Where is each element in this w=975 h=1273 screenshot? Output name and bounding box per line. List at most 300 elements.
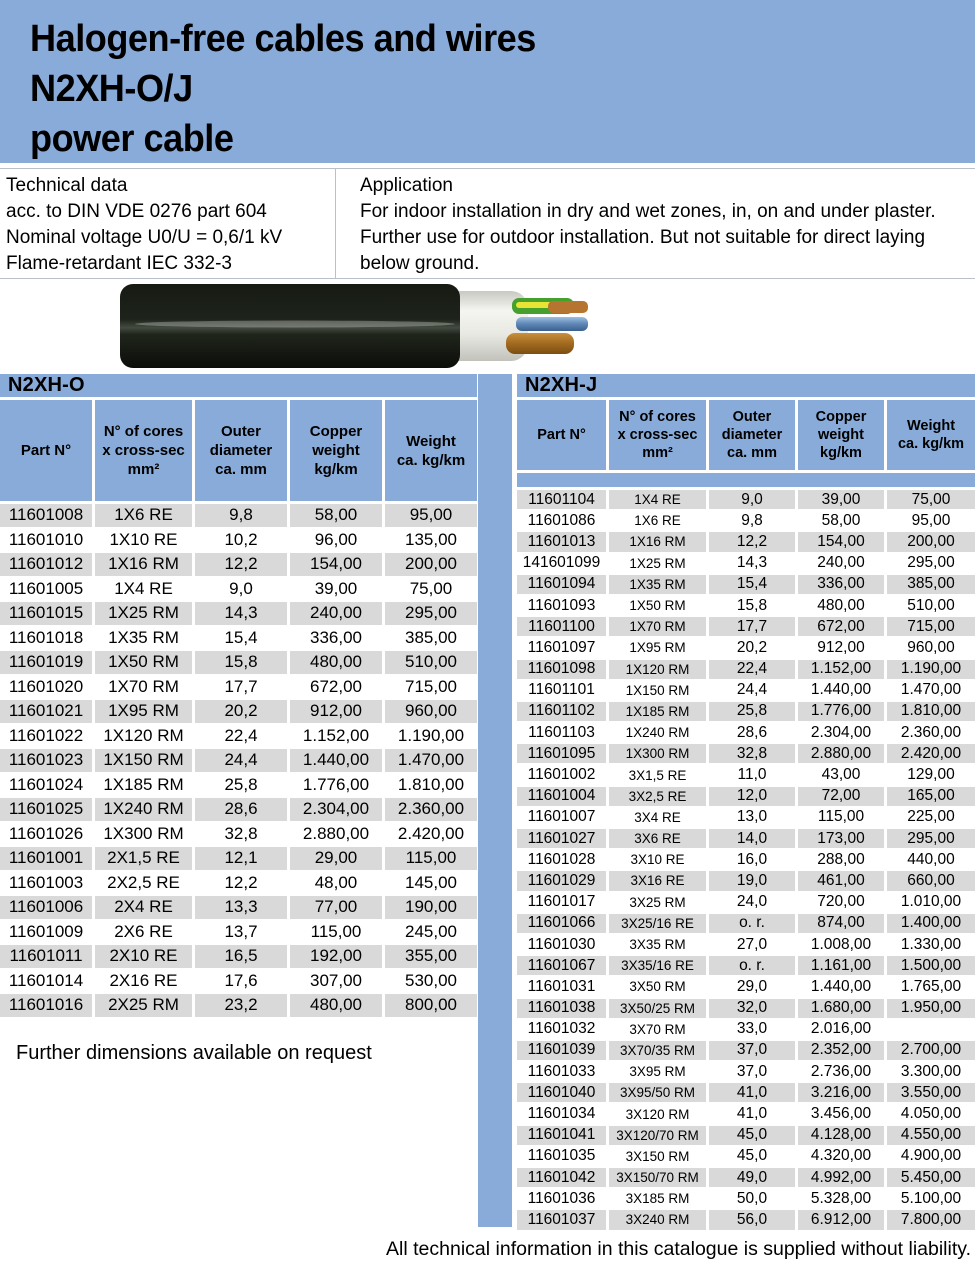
table-cell: 3X240 RM: [609, 1210, 706, 1229]
table-cell: 1X6 RE: [95, 504, 192, 527]
table-cell: 1X4 RE: [609, 490, 706, 509]
table-cell: 245,00: [385, 921, 477, 944]
table-cell: 192,00: [290, 945, 382, 968]
application-block: [360, 173, 960, 277]
table-cell: 4.900,00: [887, 1147, 975, 1166]
table-cell: 1.330,00: [887, 935, 975, 954]
liability-disclaimer: All technical information in this catalogue is supplied without liability.: [386, 1238, 971, 1260]
table-cell: 12,2: [195, 553, 287, 576]
table-cell: 22,4: [195, 725, 287, 748]
table-cell: 39,00: [798, 490, 884, 509]
table-cell: 96,00: [290, 529, 382, 552]
table-cell: 4.550,00: [887, 1126, 975, 1145]
column-header: Part N°: [517, 400, 606, 470]
table-cell: 1.190,00: [887, 660, 975, 679]
table-cell: 6.912,00: [798, 1210, 884, 1229]
table-cell: 41,0: [709, 1104, 795, 1123]
table-cell: 5.100,00: [887, 1189, 975, 1208]
table-cell: 13,3: [195, 896, 287, 919]
table-cell: 2X2,5 RE: [95, 872, 192, 895]
table-cell: 2.360,00: [887, 723, 975, 742]
table-cell: 4.320,00: [798, 1147, 884, 1166]
table-cell: 1.810,00: [887, 702, 975, 721]
table-cell: 1X35 RM: [95, 627, 192, 650]
table-cell: 355,00: [385, 945, 477, 968]
table-cell: 1X6 RE: [609, 511, 706, 530]
table-cell: 2.016,00: [798, 1020, 884, 1039]
table-cell: 16,0: [709, 850, 795, 869]
page-title: [0, 0, 975, 164]
table-cell: 37,0: [709, 1062, 795, 1081]
table-cell: 912,00: [798, 638, 884, 657]
table-cell: 12,0: [709, 787, 795, 806]
column-header: N° of cores x cross-sec mm²: [95, 400, 192, 501]
cable-copper-strand: [548, 301, 588, 313]
column-header: Weight ca. kg/km: [385, 400, 477, 501]
table-cell: 3X70 RM: [609, 1020, 706, 1039]
table-cell: 2.352,00: [798, 1041, 884, 1060]
application-text: For indoor installation in dry and wet zones, in, on and under plaster. Further use for outdoor installation. But not suitable for direct laying below ground.: [360, 201, 936, 274]
table-cell: 16,5: [195, 945, 287, 968]
table-cell: 45,0: [709, 1126, 795, 1145]
table-cell: 56,0: [709, 1210, 795, 1229]
table-cell: 13,0: [709, 808, 795, 827]
table-cell: 1X150 RM: [95, 749, 192, 772]
table-cell: 1X25 RM: [95, 602, 192, 625]
table-cell: 295,00: [887, 554, 975, 573]
table-cell: 11601038: [517, 999, 606, 1018]
table-header-row: [0, 400, 477, 501]
technical-data-block: [6, 173, 326, 277]
table-cell: 2X4 RE: [95, 896, 192, 919]
n2xh-j-table: [517, 374, 975, 1230]
table-cell: 11,0: [709, 765, 795, 784]
table-cell: 1.440,00: [798, 681, 884, 700]
table-cell: 22,4: [709, 660, 795, 679]
table-cell: 154,00: [290, 553, 382, 576]
table-cell: 1X25 RM: [609, 554, 706, 573]
table-cell: 3X25 RM: [609, 893, 706, 912]
table-cell: 20,2: [709, 638, 795, 657]
table-cell: 1X185 RM: [609, 702, 706, 721]
column-header: Outer diameter ca. mm: [195, 400, 287, 501]
table-cell: 11601005: [0, 578, 92, 601]
table-cell: o. r.: [709, 956, 795, 975]
table-cell: 11601095: [517, 744, 606, 763]
table-cell: 11601102: [517, 702, 606, 721]
table-cell: 11601018: [0, 627, 92, 650]
table-cell: 672,00: [798, 617, 884, 636]
table-cell: 3X120 RM: [609, 1104, 706, 1123]
table-cell: 295,00: [887, 829, 975, 848]
table-cell: 1.950,00: [887, 999, 975, 1018]
table-cell: 9,8: [195, 504, 287, 527]
cable-core-blue: [516, 317, 588, 331]
table-cell: 1X185 RM: [95, 774, 192, 797]
table-header-row: [517, 400, 975, 470]
table-cell: 11601016: [0, 994, 92, 1017]
table-cell: 1.500,00: [887, 956, 975, 975]
column-header: Weight ca. kg/km: [887, 400, 975, 470]
table-cell: 200,00: [887, 532, 975, 551]
table-title: N2XH-J: [517, 374, 975, 397]
table-cell: 10,2: [195, 529, 287, 552]
n2xh-o-table: [0, 374, 477, 1017]
column-header: Copper weight kg/km: [290, 400, 382, 501]
table-cell: 24,0: [709, 893, 795, 912]
table-cell: 17,7: [709, 617, 795, 636]
table-cell: 15,4: [709, 575, 795, 594]
table-cell: 1X50 RM: [95, 651, 192, 674]
technical-data-line: Flame-retardant IEC 332-3: [6, 253, 232, 274]
table-cell: 1.440,00: [290, 749, 382, 772]
table-cell: 385,00: [385, 627, 477, 650]
table-cell: 1X35 RM: [609, 575, 706, 594]
table-cell: 11601037: [517, 1210, 606, 1229]
table-cell: 11601040: [517, 1083, 606, 1102]
table-cell: 20,2: [195, 700, 287, 723]
table-cell: 129,00: [887, 765, 975, 784]
table-cell: 24,4: [709, 681, 795, 700]
divider-band: [478, 374, 512, 1227]
table-cell: 4.992,00: [798, 1168, 884, 1187]
table-cell: 11601017: [517, 893, 606, 912]
table-cell: 72,00: [798, 787, 884, 806]
table-cell: 11601010: [0, 529, 92, 552]
table-cell: 25,8: [195, 774, 287, 797]
table-cell: 3X150/70 RM: [609, 1168, 706, 1187]
table-cell: 95,00: [887, 511, 975, 530]
table-cell: 225,00: [887, 808, 975, 827]
table-cell: 480,00: [798, 596, 884, 615]
table-cell: 1X240 RM: [609, 723, 706, 742]
table-cell: 173,00: [798, 829, 884, 848]
table-cell: 2.360,00: [385, 798, 477, 821]
table-cell: 715,00: [385, 676, 477, 699]
table-cell: 11601104: [517, 490, 606, 509]
table-cell: 41,0: [709, 1083, 795, 1102]
table-cell: 11601034: [517, 1104, 606, 1123]
table-cell: 1X300 RM: [95, 823, 192, 846]
column-divider: [335, 169, 336, 278]
table-cell: 2.304,00: [798, 723, 884, 742]
cable-photo-image: [120, 284, 590, 368]
table-cell: 461,00: [798, 871, 884, 890]
table-cell: 874,00: [798, 914, 884, 933]
table-cell: 11601100: [517, 617, 606, 636]
table-cell: 11601012: [0, 553, 92, 576]
table-cell: 11601097: [517, 638, 606, 657]
table-cell: 295,00: [385, 602, 477, 625]
table-cell: 11601094: [517, 575, 606, 594]
table-cell: 11601101: [517, 681, 606, 700]
table-cell: 14,3: [709, 554, 795, 573]
table-cell: 720,00: [798, 893, 884, 912]
table-cell: 11601033: [517, 1062, 606, 1081]
table-cell: 11601004: [517, 787, 606, 806]
table-cell: 29,00: [290, 847, 382, 870]
table-cell: 11601022: [0, 725, 92, 748]
table-cell: 3.300,00: [887, 1062, 975, 1081]
table-cell: 14,0: [709, 829, 795, 848]
table-cell: 1X150 RM: [609, 681, 706, 700]
column-header: N° of cores x cross-sec mm²: [609, 400, 706, 470]
table-title: N2XH-O: [0, 374, 477, 397]
table-cell: 1.152,00: [798, 660, 884, 679]
table-cell: 75,00: [887, 490, 975, 509]
table-cell: 11601008: [0, 504, 92, 527]
table-cell: 11601011: [0, 945, 92, 968]
table-cell: 3X35/16 RE: [609, 956, 706, 975]
table-cell: 960,00: [887, 638, 975, 657]
table-cell: 11601086: [517, 511, 606, 530]
table-cell: 3X16 RE: [609, 871, 706, 890]
table-cell: 13,7: [195, 921, 287, 944]
table-cell: 11601029: [517, 871, 606, 890]
title-line-2: N2XH-O/J: [30, 68, 193, 110]
cable-photo: [120, 284, 590, 368]
table-cell: 1.776,00: [798, 702, 884, 721]
table-cell: 12,2: [195, 872, 287, 895]
table-cell: 27,0: [709, 935, 795, 954]
table-cell: 58,00: [290, 504, 382, 527]
table-cell: 15,8: [709, 596, 795, 615]
table-cell: 11601009: [0, 921, 92, 944]
table-cell: 145,00: [385, 872, 477, 895]
table-cell: 12,2: [709, 532, 795, 551]
table-cell: 1.765,00: [887, 977, 975, 996]
table-cell: 135,00: [385, 529, 477, 552]
table-cell: 3X95/50 RM: [609, 1083, 706, 1102]
table-cell: 75,00: [385, 578, 477, 601]
table-cell: 336,00: [290, 627, 382, 650]
table-cell: 1X95 RM: [95, 700, 192, 723]
table-cell: 12,1: [195, 847, 287, 870]
table-cell: 11601103: [517, 723, 606, 742]
table-cell: 11601019: [0, 651, 92, 674]
table-cell: 9,0: [195, 578, 287, 601]
table-cell: 3X70/35 RM: [609, 1041, 706, 1060]
table-cell: 1.776,00: [290, 774, 382, 797]
table-cell: 19,0: [709, 871, 795, 890]
table-cell: 11601002: [517, 765, 606, 784]
table-cell: 480,00: [290, 994, 382, 1017]
table-cell: 2X6 RE: [95, 921, 192, 944]
table-cell: 11601030: [517, 935, 606, 954]
table-cell: 29,0: [709, 977, 795, 996]
table-cell: 11601023: [0, 749, 92, 772]
technical-data-heading: Technical data: [6, 175, 128, 196]
table-cell: 2.700,00: [887, 1041, 975, 1060]
table-cell: 11601021: [0, 700, 92, 723]
table-cell: 4.050,00: [887, 1104, 975, 1123]
table-cell: 11601015: [0, 602, 92, 625]
table-body: [0, 504, 477, 1017]
technical-data-line: acc. to DIN VDE 0276 part 604: [6, 201, 267, 222]
table-cell: 11601035: [517, 1147, 606, 1166]
table-cell: 1X120 RM: [95, 725, 192, 748]
table-cell: 11601093: [517, 596, 606, 615]
technical-application-section: [0, 168, 975, 279]
table-cell: 530,00: [385, 970, 477, 993]
table-cell: 2X10 RE: [95, 945, 192, 968]
application-heading: Application: [360, 175, 453, 196]
table-cell: 49,0: [709, 1168, 795, 1187]
table-cell: 11601028: [517, 850, 606, 869]
table-cell: 2.736,00: [798, 1062, 884, 1081]
table-cell: 385,00: [887, 575, 975, 594]
table-cell: 307,00: [290, 970, 382, 993]
table-cell: 11601025: [0, 798, 92, 821]
table-cell: 5.450,00: [887, 1168, 975, 1187]
table-cell: 15,4: [195, 627, 287, 650]
table-cell: 24,4: [195, 749, 287, 772]
table-cell: 115,00: [385, 847, 477, 870]
table-cell: 11601006: [0, 896, 92, 919]
table-cell: 5.328,00: [798, 1189, 884, 1208]
table-cell: 240,00: [290, 602, 382, 625]
table-cell: 11601026: [0, 823, 92, 846]
table-cell: 3X6 RE: [609, 829, 706, 848]
table-cell: 1.010,00: [887, 893, 975, 912]
table-cell: 800,00: [385, 994, 477, 1017]
table-cell: 43,00: [798, 765, 884, 784]
table-cell: 3X150 RM: [609, 1147, 706, 1166]
table-cell: 3X50 RM: [609, 977, 706, 996]
header-spacer: [517, 473, 975, 487]
table-cell: 1.190,00: [385, 725, 477, 748]
table-cell: 11601066: [517, 914, 606, 933]
table-cell: 1X4 RE: [95, 578, 192, 601]
table-cell: 7.800,00: [887, 1210, 975, 1229]
table-cell: 3X120/70 RM: [609, 1126, 706, 1145]
table-cell: 11601098: [517, 660, 606, 679]
table-cell: 9,0: [709, 490, 795, 509]
table-cell: 32,0: [709, 999, 795, 1018]
table-cell: 1X95 RM: [609, 638, 706, 657]
table-cell: 11601027: [517, 829, 606, 848]
table-cell: 3X50/25 RM: [609, 999, 706, 1018]
table-cell: 3.550,00: [887, 1083, 975, 1102]
table-cell: 28,6: [195, 798, 287, 821]
table-cell: 25,8: [709, 702, 795, 721]
table-cell: 45,0: [709, 1147, 795, 1166]
table-cell: 50,0: [709, 1189, 795, 1208]
table-cell: 1.152,00: [290, 725, 382, 748]
table-cell: 11601001: [0, 847, 92, 870]
table-cell: 3.216,00: [798, 1083, 884, 1102]
table-cell: 11601041: [517, 1126, 606, 1145]
cable-core-brown: [506, 333, 574, 354]
table-cell: 2.304,00: [290, 798, 382, 821]
table-cell: 11601024: [0, 774, 92, 797]
table-cell: 960,00: [385, 700, 477, 723]
table-cell: 3X95 RM: [609, 1062, 706, 1081]
table-cell: 28,6: [709, 723, 795, 742]
table-cell: 11601042: [517, 1168, 606, 1187]
table-cell: [887, 1020, 975, 1039]
table-cell: 48,00: [290, 872, 382, 895]
table-cell: 11601003: [0, 872, 92, 895]
table-cell: 1X120 RM: [609, 660, 706, 679]
table-cell: 154,00: [798, 532, 884, 551]
column-header: Copper weight kg/km: [798, 400, 884, 470]
table-cell: 2.880,00: [798, 744, 884, 763]
table-cell: 115,00: [798, 808, 884, 827]
table-cell: 3X25/16 RE: [609, 914, 706, 933]
table-cell: 3X2,5 RE: [609, 787, 706, 806]
table-cell: 37,0: [709, 1041, 795, 1060]
page-header: [0, 0, 975, 163]
table-cell: 9,8: [709, 511, 795, 530]
table-cell: 3X10 RE: [609, 850, 706, 869]
table-cell: o. r.: [709, 914, 795, 933]
technical-data-line: Nominal voltage U0/U = 0,6/1 kV: [6, 227, 283, 248]
table-cell: 1.470,00: [887, 681, 975, 700]
table-cell: 1.470,00: [385, 749, 477, 772]
table-cell: 39,00: [290, 578, 382, 601]
table-cell: 77,00: [290, 896, 382, 919]
table-cell: 11601014: [0, 970, 92, 993]
table-cell: 3X1,5 RE: [609, 765, 706, 784]
title-line-3: power cable: [30, 118, 234, 160]
table-cell: 672,00: [290, 676, 382, 699]
further-dimensions-note: Further dimensions available on request: [16, 1042, 372, 1064]
table-cell: 95,00: [385, 504, 477, 527]
table-cell: 1X70 RM: [95, 676, 192, 699]
table-cell: 1.440,00: [798, 977, 884, 996]
table-cell: 200,00: [385, 553, 477, 576]
table-cell: 3.456,00: [798, 1104, 884, 1123]
table-cell: 480,00: [290, 651, 382, 674]
table-cell: 1.810,00: [385, 774, 477, 797]
table-cell: 1X10 RE: [95, 529, 192, 552]
table-cell: 32,8: [195, 823, 287, 846]
table-cell: 1X70 RM: [609, 617, 706, 636]
cable-highlight: [135, 321, 455, 328]
column-header: Outer diameter ca. mm: [709, 400, 795, 470]
table-cell: 3X4 RE: [609, 808, 706, 827]
title-line-1: Halogen-free cables and wires: [30, 18, 536, 60]
table-cell: 2X25 RM: [95, 994, 192, 1017]
column-header: Part N°: [0, 400, 92, 501]
table-cell: 115,00: [290, 921, 382, 944]
table-cell: 440,00: [887, 850, 975, 869]
table-cell: 336,00: [798, 575, 884, 594]
table-cell: 4.128,00: [798, 1126, 884, 1145]
table-cell: 1X300 RM: [609, 744, 706, 763]
table-cell: 1X16 RM: [95, 553, 192, 576]
table-cell: 2.420,00: [887, 744, 975, 763]
table-cell: 912,00: [290, 700, 382, 723]
table-cell: 2.420,00: [385, 823, 477, 846]
table-cell: 11601007: [517, 808, 606, 827]
table-cell: 11601013: [517, 532, 606, 551]
table-cell: 2X16 RE: [95, 970, 192, 993]
table-cell: 2.880,00: [290, 823, 382, 846]
table-cell: 14,3: [195, 602, 287, 625]
table-cell: 15,8: [195, 651, 287, 674]
table-cell: 1.400,00: [887, 914, 975, 933]
table-cell: 11601020: [0, 676, 92, 699]
table-cell: 11601067: [517, 956, 606, 975]
table-cell: 510,00: [385, 651, 477, 674]
table-cell: 17,7: [195, 676, 287, 699]
table-cell: 3X185 RM: [609, 1189, 706, 1208]
table-body: [517, 490, 975, 1230]
table-cell: 165,00: [887, 787, 975, 806]
table-cell: 1.680,00: [798, 999, 884, 1018]
